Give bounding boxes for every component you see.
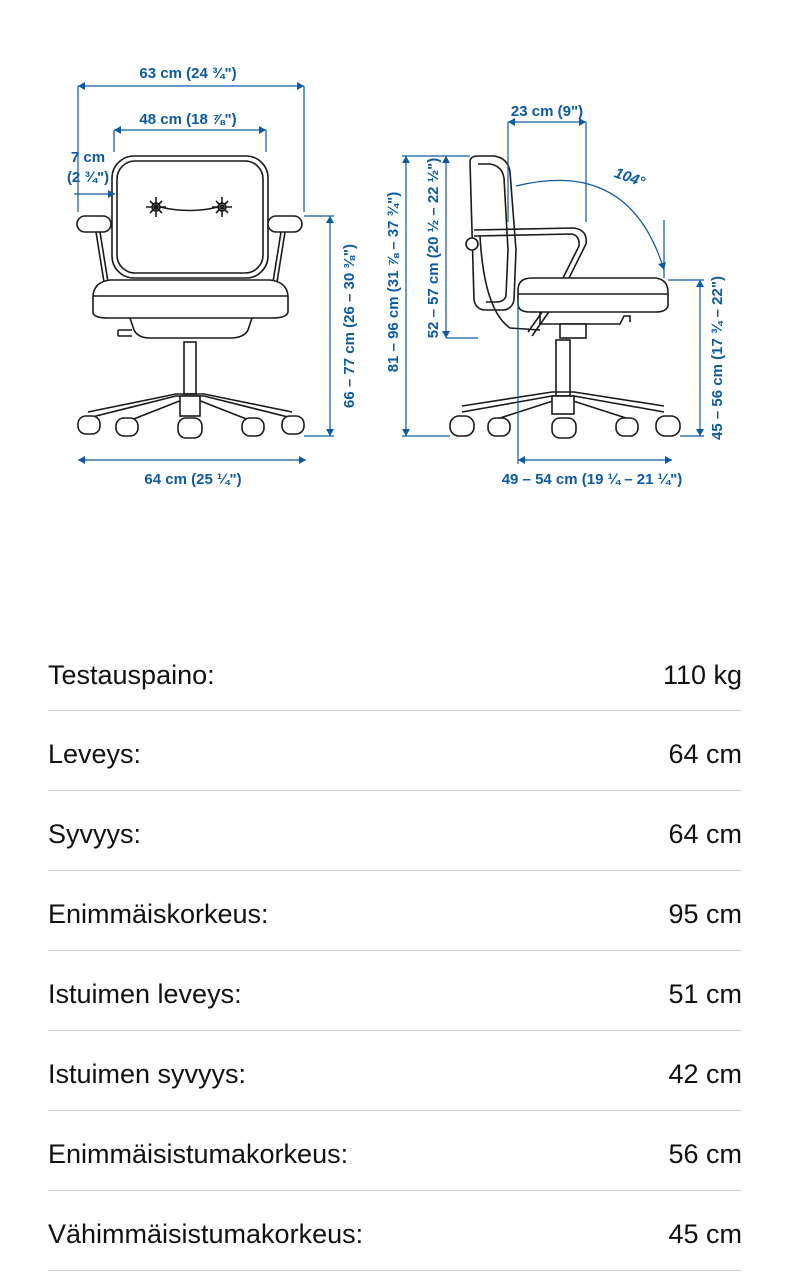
product-specs-list <box>48 632 742 1271</box>
spec-label: Leveys: <box>48 739 142 769</box>
spec-label: Istuimen leveys: <box>48 979 242 1009</box>
front-view-chair <box>77 156 304 438</box>
spec-row-max-height <box>48 871 742 951</box>
product-dimension-diagram <box>0 0 790 560</box>
spec-value: 56 cm <box>668 1139 742 1169</box>
base-width-label: 64 cm (25 ¼") <box>144 471 242 488</box>
spec-label: Istuimen syvyys: <box>48 1059 247 1089</box>
spec-label: Vähimmäisistumakorkeus: <box>48 1219 364 1249</box>
overall-width-label: 63 cm (24 ¾") <box>139 65 237 82</box>
spec-row-max-seat-height <box>48 1111 742 1191</box>
armrest-width-label-line1: 7 cm <box>70 149 106 166</box>
seat-depth-top-label: 23 cm (9") <box>510 103 584 120</box>
spec-row-min-seat-height <box>48 1191 742 1271</box>
armrest-height-label: 66 – 77 cm (26 – 30 ⅜") <box>341 244 358 408</box>
spec-row-seat-width <box>48 951 742 1031</box>
chair-drawing <box>0 0 790 560</box>
spec-value: 42 cm <box>668 1059 742 1089</box>
spec-value: 64 cm <box>668 739 742 769</box>
spec-value: 64 cm <box>668 819 742 849</box>
spec-label: Enimmäisistumakorkeus: <box>48 1139 349 1169</box>
seat-height-label: 45 – 56 cm (17 ¾ – 22") <box>709 276 726 440</box>
spec-label: Testauspaino: <box>48 659 215 690</box>
spec-label: Syvyys: <box>48 819 142 849</box>
armrest-width-label-line2: (2 ¾") <box>66 169 110 186</box>
spec-row-depth <box>48 791 742 871</box>
side-view-chair <box>450 156 680 438</box>
recline-angle-label: 104° <box>612 164 648 192</box>
spec-row-width <box>48 711 742 791</box>
spec-value: 45 cm <box>668 1219 742 1249</box>
base-depth-label: 49 – 54 cm (19 ¼ – 21 ¼") <box>501 471 683 488</box>
back-width-label: 48 cm (18 ⅞") <box>139 111 237 128</box>
spec-row-test-weight <box>48 632 742 711</box>
spec-row-seat-depth <box>48 1031 742 1111</box>
total-height-label: 81 – 96 cm (31 ⅞ – 37 ¾") <box>385 191 402 373</box>
spec-label: Enimmäiskorkeus: <box>48 899 269 929</box>
back-height-label: 52 – 57 cm (20 ½ – 22 ½") <box>425 157 442 339</box>
spec-value: 110 kg <box>662 659 742 690</box>
spec-value: 95 cm <box>668 899 742 929</box>
spec-value: 51 cm <box>668 979 742 1009</box>
